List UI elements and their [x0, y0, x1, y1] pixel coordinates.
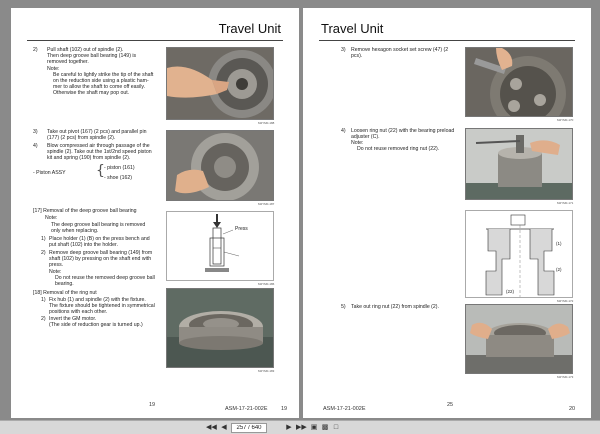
ring-nut-photo: [166, 288, 274, 368]
ring-nut-diagram: [465, 210, 573, 298]
page-title: Travel Unit: [218, 21, 281, 36]
note-label: Note:: [45, 215, 58, 221]
note-text: Otherwise the shaft may pop out.: [53, 90, 130, 96]
footer-doc-id: ASM-17-21-002E: [225, 406, 268, 412]
diagram-label: (2): [556, 267, 562, 272]
footer-sheet-number: 19: [281, 406, 288, 412]
diagram-code: M2YM0-172: [557, 299, 574, 303]
step-text: (177) (2 pcs) from spindle (2).: [47, 135, 116, 141]
step-text: positions with each other.: [49, 309, 108, 315]
step-text: Remove deep groove ball bearing (149) from: [49, 250, 153, 256]
brace-icon: {: [96, 163, 105, 179]
right-page: [303, 8, 591, 418]
footer-page-number: 19: [149, 402, 156, 408]
ring-nut-removal-photo: [465, 304, 573, 374]
step-text: Then deep groove ball bearing (149) is: [47, 53, 137, 59]
step-text: Blow compressed air through passage of the: [47, 143, 150, 149]
step-number: 3): [341, 47, 346, 53]
step-text: spindle (2). Take out the 1st/2nd speed piston: [47, 149, 152, 155]
step-text: adjuster (C).: [351, 134, 380, 140]
section-heading: [17] Removal of the deep groove ball bearing: [33, 208, 137, 214]
press-label: Press: [235, 226, 248, 232]
last-page-icon[interactable]: ▶▶: [296, 424, 307, 431]
viewer-toolbar: [0, 420, 600, 434]
step-text: shaft (102) by pressing on the shaft end with: [49, 256, 152, 262]
diagram-label: (1): [556, 241, 562, 246]
page-number-input[interactable]: [231, 423, 267, 433]
title-rule: [27, 40, 283, 41]
note-text: Do not reuse the removed deep groove ball: [55, 275, 155, 281]
note-label: Note:: [47, 66, 60, 72]
note-text: mer to allow the shaft to come off easily.: [53, 84, 146, 90]
photo-code: M2YM0-188: [258, 121, 275, 125]
note-label: Note:: [351, 140, 364, 146]
step-text: Take out ring nut (22) from spindle (2).: [351, 304, 439, 310]
step-text: put shaft (102) into the holder.: [49, 242, 118, 248]
piston-assy-label: - Piston ASSY: [33, 170, 66, 176]
shaft-removal-photo: [166, 47, 274, 120]
step-number: 2): [41, 250, 46, 256]
spindle-photo: [166, 130, 274, 201]
step-text: Loosen ring nut (22) with the bearing preload: [351, 128, 455, 134]
footer-doc-id: ASM-17-21-002E: [323, 406, 366, 412]
view-icon[interactable]: □: [333, 424, 339, 431]
note-label: Note:: [49, 269, 62, 275]
left-page: [11, 8, 299, 418]
diagram-code: M2YM0-186: [258, 282, 275, 286]
step-text: Invert the GM motor.: [49, 316, 97, 322]
set-screw-photo: [465, 47, 573, 117]
step-text: press.: [49, 262, 64, 268]
diagram-label: (22): [506, 289, 515, 294]
step-number: 1): [41, 236, 46, 242]
step-text: kit and spring (190) from spindle (2).: [47, 155, 131, 161]
section-heading: [18] Removal of the ring nut: [33, 290, 97, 296]
step-number: 4): [33, 143, 38, 149]
prev-page-icon[interactable]: ◀: [221, 424, 227, 431]
step-text: Remove hexagon socket set screw (47) (2: [351, 47, 449, 53]
note-text: only when replacing.: [51, 228, 99, 234]
press-diagram: [166, 211, 274, 281]
note-text: The deep groove ball bearing is removed: [51, 222, 146, 228]
photo-code: M2YM0-173: [557, 375, 574, 379]
next-page-icon[interactable]: ▶: [286, 424, 292, 431]
photo-code: M2YM0-171: [557, 201, 574, 205]
footer-sheet-number: 20: [569, 406, 576, 412]
note-text: on the reduction side using a plastic ham-: [53, 78, 149, 84]
step-text: (The side of reduction gear is turned up.): [49, 322, 143, 328]
step-number: 2): [41, 316, 46, 322]
step-number: 3): [33, 129, 38, 135]
page-title: Travel Unit: [321, 21, 384, 36]
piston-assy-item: - shoe (162): [104, 175, 132, 181]
fit-icon[interactable]: ▩: [321, 424, 329, 431]
ring-nut-loosen-photo: [465, 128, 573, 200]
photo-code: M2YM0-187: [258, 202, 275, 206]
footer-page-number: 25: [447, 402, 454, 408]
step-text: Fix hub (1) and spindle (2) with the fixture.: [49, 297, 146, 303]
step-text: Take out pivot (167) (2 pcs) and parallel pin: [47, 129, 147, 135]
step-number: 2): [33, 47, 38, 53]
step-number: 5): [341, 304, 346, 310]
zoom-icon[interactable]: ▣: [310, 424, 318, 431]
first-page-icon[interactable]: ◀◀: [206, 424, 217, 431]
note-text: Do not reuse removed ring nut (22).: [357, 146, 440, 152]
step-text: The fixture should be tightened in symmetrical: [49, 303, 155, 309]
step-number: 1): [41, 297, 46, 303]
photo-code: M2YM0-170: [557, 118, 574, 122]
title-rule: [319, 40, 575, 41]
piston-assy-item: - piston (161): [104, 165, 135, 171]
step-number: 4): [341, 128, 346, 134]
photo-code: M2YM0-183: [258, 369, 275, 373]
step-text: removed together.: [47, 59, 89, 65]
note-text: bearing.: [55, 281, 74, 287]
step-text: Pull shaft (102) out of spindle (2).: [47, 47, 124, 53]
step-text: pcs).: [351, 53, 363, 59]
step-text: Place holder (1) (B) on the press bench and: [49, 236, 150, 242]
note-text: Be careful to lightly strike the tip of the shaft: [53, 72, 154, 78]
